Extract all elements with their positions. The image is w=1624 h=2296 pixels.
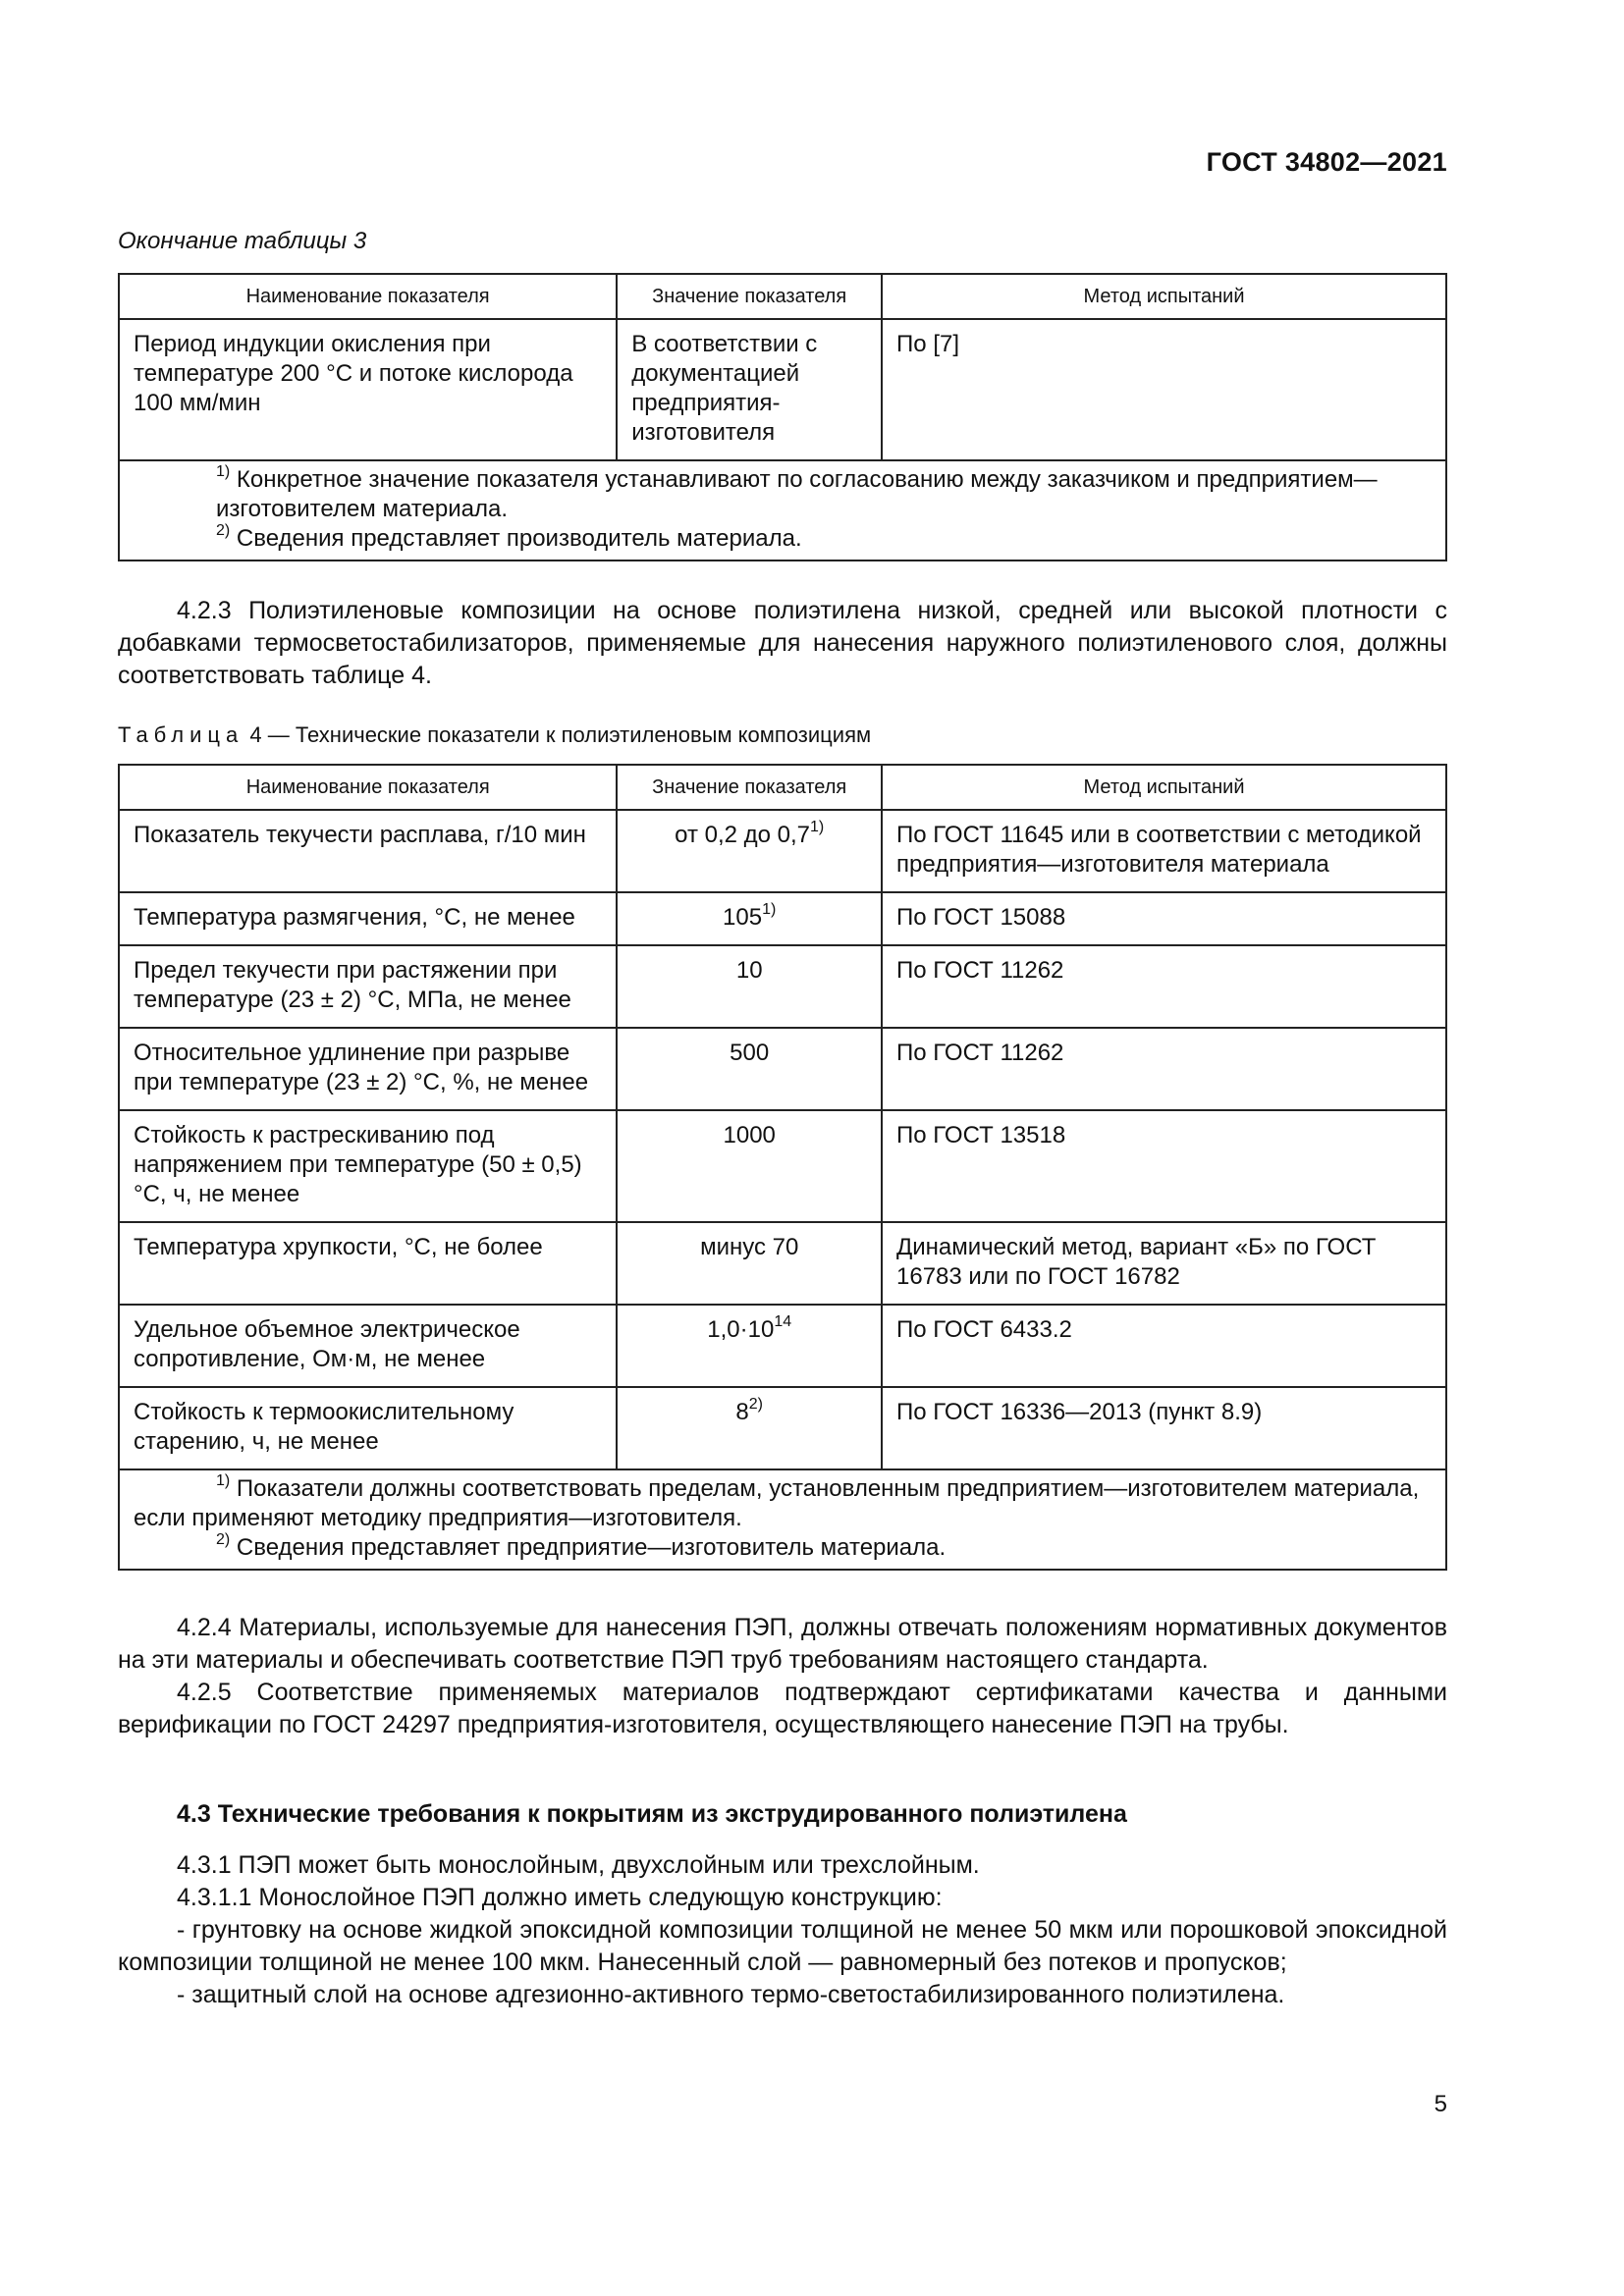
table4-cell-name: Показатель текучести расплава, г/10 мин [119,810,617,892]
paragraphs-4-2-4-5 [118,1612,1447,1741]
paragraph-4-2-3: 4.2.3 Полиэтиленовые композиции на основе полиэтилена низкой, средней или высокой плотности с добавками термосветостабилизаторов, применяемые для нанесения наружного полиэтиленового слоя, должны соответствовать таблице 4. [118,597,1447,689]
table4-note-1: $^{1)}$ Показатели должны соответствовать пределам, установленным предприятием—изготовителем материала, если применяют методику предприятия—изготовителя. [134,1472,1420,1531]
table-row [119,810,1446,892]
table4-cell-method: По ГОСТ 11645 или в соответствии с методикой предприятия—изготовителя материала [882,810,1446,892]
table4-cell-value: $1,0\cdot 10^{14}$ [617,1305,882,1387]
table4-col-value: Значение показателя [617,765,882,810]
table4-cell-name: Стойкость к термоокислительному старению, ч, не менее [119,1387,617,1469]
table4-cell-method: По ГОСТ 11262 [882,945,1446,1028]
table4-notes [119,1469,1446,1570]
table3-col-method: Метод испытаний [882,274,1446,319]
table4-col-method: Метод испытаний [882,765,1446,810]
table4-col-name: Наименование показателя [119,765,617,810]
table3-header-row [119,274,1446,319]
table-row [119,1222,1446,1305]
paragraph-4-3-1: 4.3.1 ПЭП может быть монослойным, двухслойным или трехслойным. [177,1851,980,1879]
table3-row-method: По [7] [882,319,1446,460]
page-number: 5 [1434,2091,1447,2117]
table4-cell-method: По ГОСТ 6433.2 [882,1305,1446,1387]
list-item-2: - защитный слой на основе адгезионно-активного термо-светостабилизированного полиэтилена. [177,1981,1285,2008]
table4-cell-name: Предел текучести при растяжении при температуре (23 ± 2) °C, МПа, не менее [119,945,617,1028]
table-row [119,319,1446,460]
table4-cell-name: Стойкость к растрескиванию под напряжением при температуре (50 ± 0,5) °C, ч, не менее [119,1110,617,1222]
table3-caption: Окончание таблицы 3 [118,228,367,254]
table3-note-1: $^{1)}$ Конкретное значение показателя устанавливают по согласованию между заказчиком и предприятием—изготовителем материала. [216,463,1378,522]
table3-row-name: Период индукции окисления при температуре 200 °C и потоке кислорода 100 мм/мин [119,319,617,460]
table3-row-value: В соответствии с документацией предприятия-изготовителя [617,319,882,460]
table-4 [118,764,1447,1571]
table4-cell-method: По ГОСТ 15088 [882,892,1446,945]
table4-cell-value: 1000 [617,1110,882,1222]
table4-cell-method: По ГОСТ 11262 [882,1028,1446,1110]
table-row [119,945,1446,1028]
table-row [119,892,1446,945]
table4-cell-value: минус 70 [617,1222,882,1305]
paragraph-4-2-4: 4.2.4 Материалы, используемые для нанесения ПЭП, должны отвечать положениям нормативных документов на эти материалы и обеспечивать соответствие ПЭП труб требованиям настоящего стандарта. [118,1614,1447,1674]
list-item-1: - грунтовку на основе жидкой эпоксидной композиции толщиной не менее 50 мкм или порошковой эпоксидной композиции толщиной не менее 100 мкм. Нанесенный слой — равномерный без потеков и пропусков; [118,1916,1447,1976]
document-code: ГОСТ 34802—2021 [1206,147,1447,177]
table-row [119,1305,1446,1387]
table4-cell-value: 8$^{2)}$ [617,1387,882,1469]
table4-cell-name: Температура хрупкости, °C, не более [119,1222,617,1305]
paragraph-4-3-1-1: 4.3.1.1 Монослойное ПЭП должно иметь следующую конструкцию: [177,1884,943,1911]
table3-notes [119,460,1446,561]
table3-col-value: Значение показателя [617,274,882,319]
table4-cell-method: По ГОСТ 16336—2013 (пункт 8.9) [882,1387,1446,1469]
paragraph-4-2-5: 4.2.5 Соответствие применяемых материалов подтверждают сертификатами качества и данными верификации по ГОСТ 24297 предприятия-изготовителя, осуществляющего нанесение ПЭП на трубы. [118,1679,1447,1738]
table-3 [118,273,1447,561]
table3-col-name: Наименование показателя [119,274,617,319]
table3-note-2: $^{2)}$ Сведения представляет производитель материала. [216,522,802,552]
table4-cell-name: Удельное объемное электрическое сопротивление, Ом·м, не менее [119,1305,617,1387]
table4-cell-method: По ГОСТ 13518 [882,1110,1446,1222]
table4-notes-row [119,1469,1446,1570]
paragraphs-4-3-1 [118,1849,1447,2011]
table4-header-row [119,765,1446,810]
table4-note-2: $^{2)}$ Сведения представляет предприятие—изготовитель материала. [216,1531,947,1561]
table4-cell-value: 105$^{1)}$ [617,892,882,945]
table-row [119,1028,1446,1110]
table-row [119,1387,1446,1469]
table3-notes-row [119,460,1446,561]
table4-cell-value: 10 [617,945,882,1028]
table4-caption: Таблица 4 — Технические показатели к полиэтиленовым композициям [118,722,872,747]
table4-cell-value: 500 [617,1028,882,1110]
section-4-3-heading: 4.3 Технические требования к покрытиям из экструдированного полиэтилена [177,1800,1127,1828]
table-row [119,1110,1446,1222]
table4-cell-name: Относительное удлинение при разрыве при температуре (23 ± 2) °C, %, не менее [119,1028,617,1110]
table4-cell-name: Температура размягчения, °C, не менее [119,892,617,945]
table4-cell-value: от 0,2 до 0,7$^{1)}$ [617,810,882,892]
table4-cell-method: Динамический метод, вариант «Б» по ГОСТ 16783 или по ГОСТ 16782 [882,1222,1446,1305]
